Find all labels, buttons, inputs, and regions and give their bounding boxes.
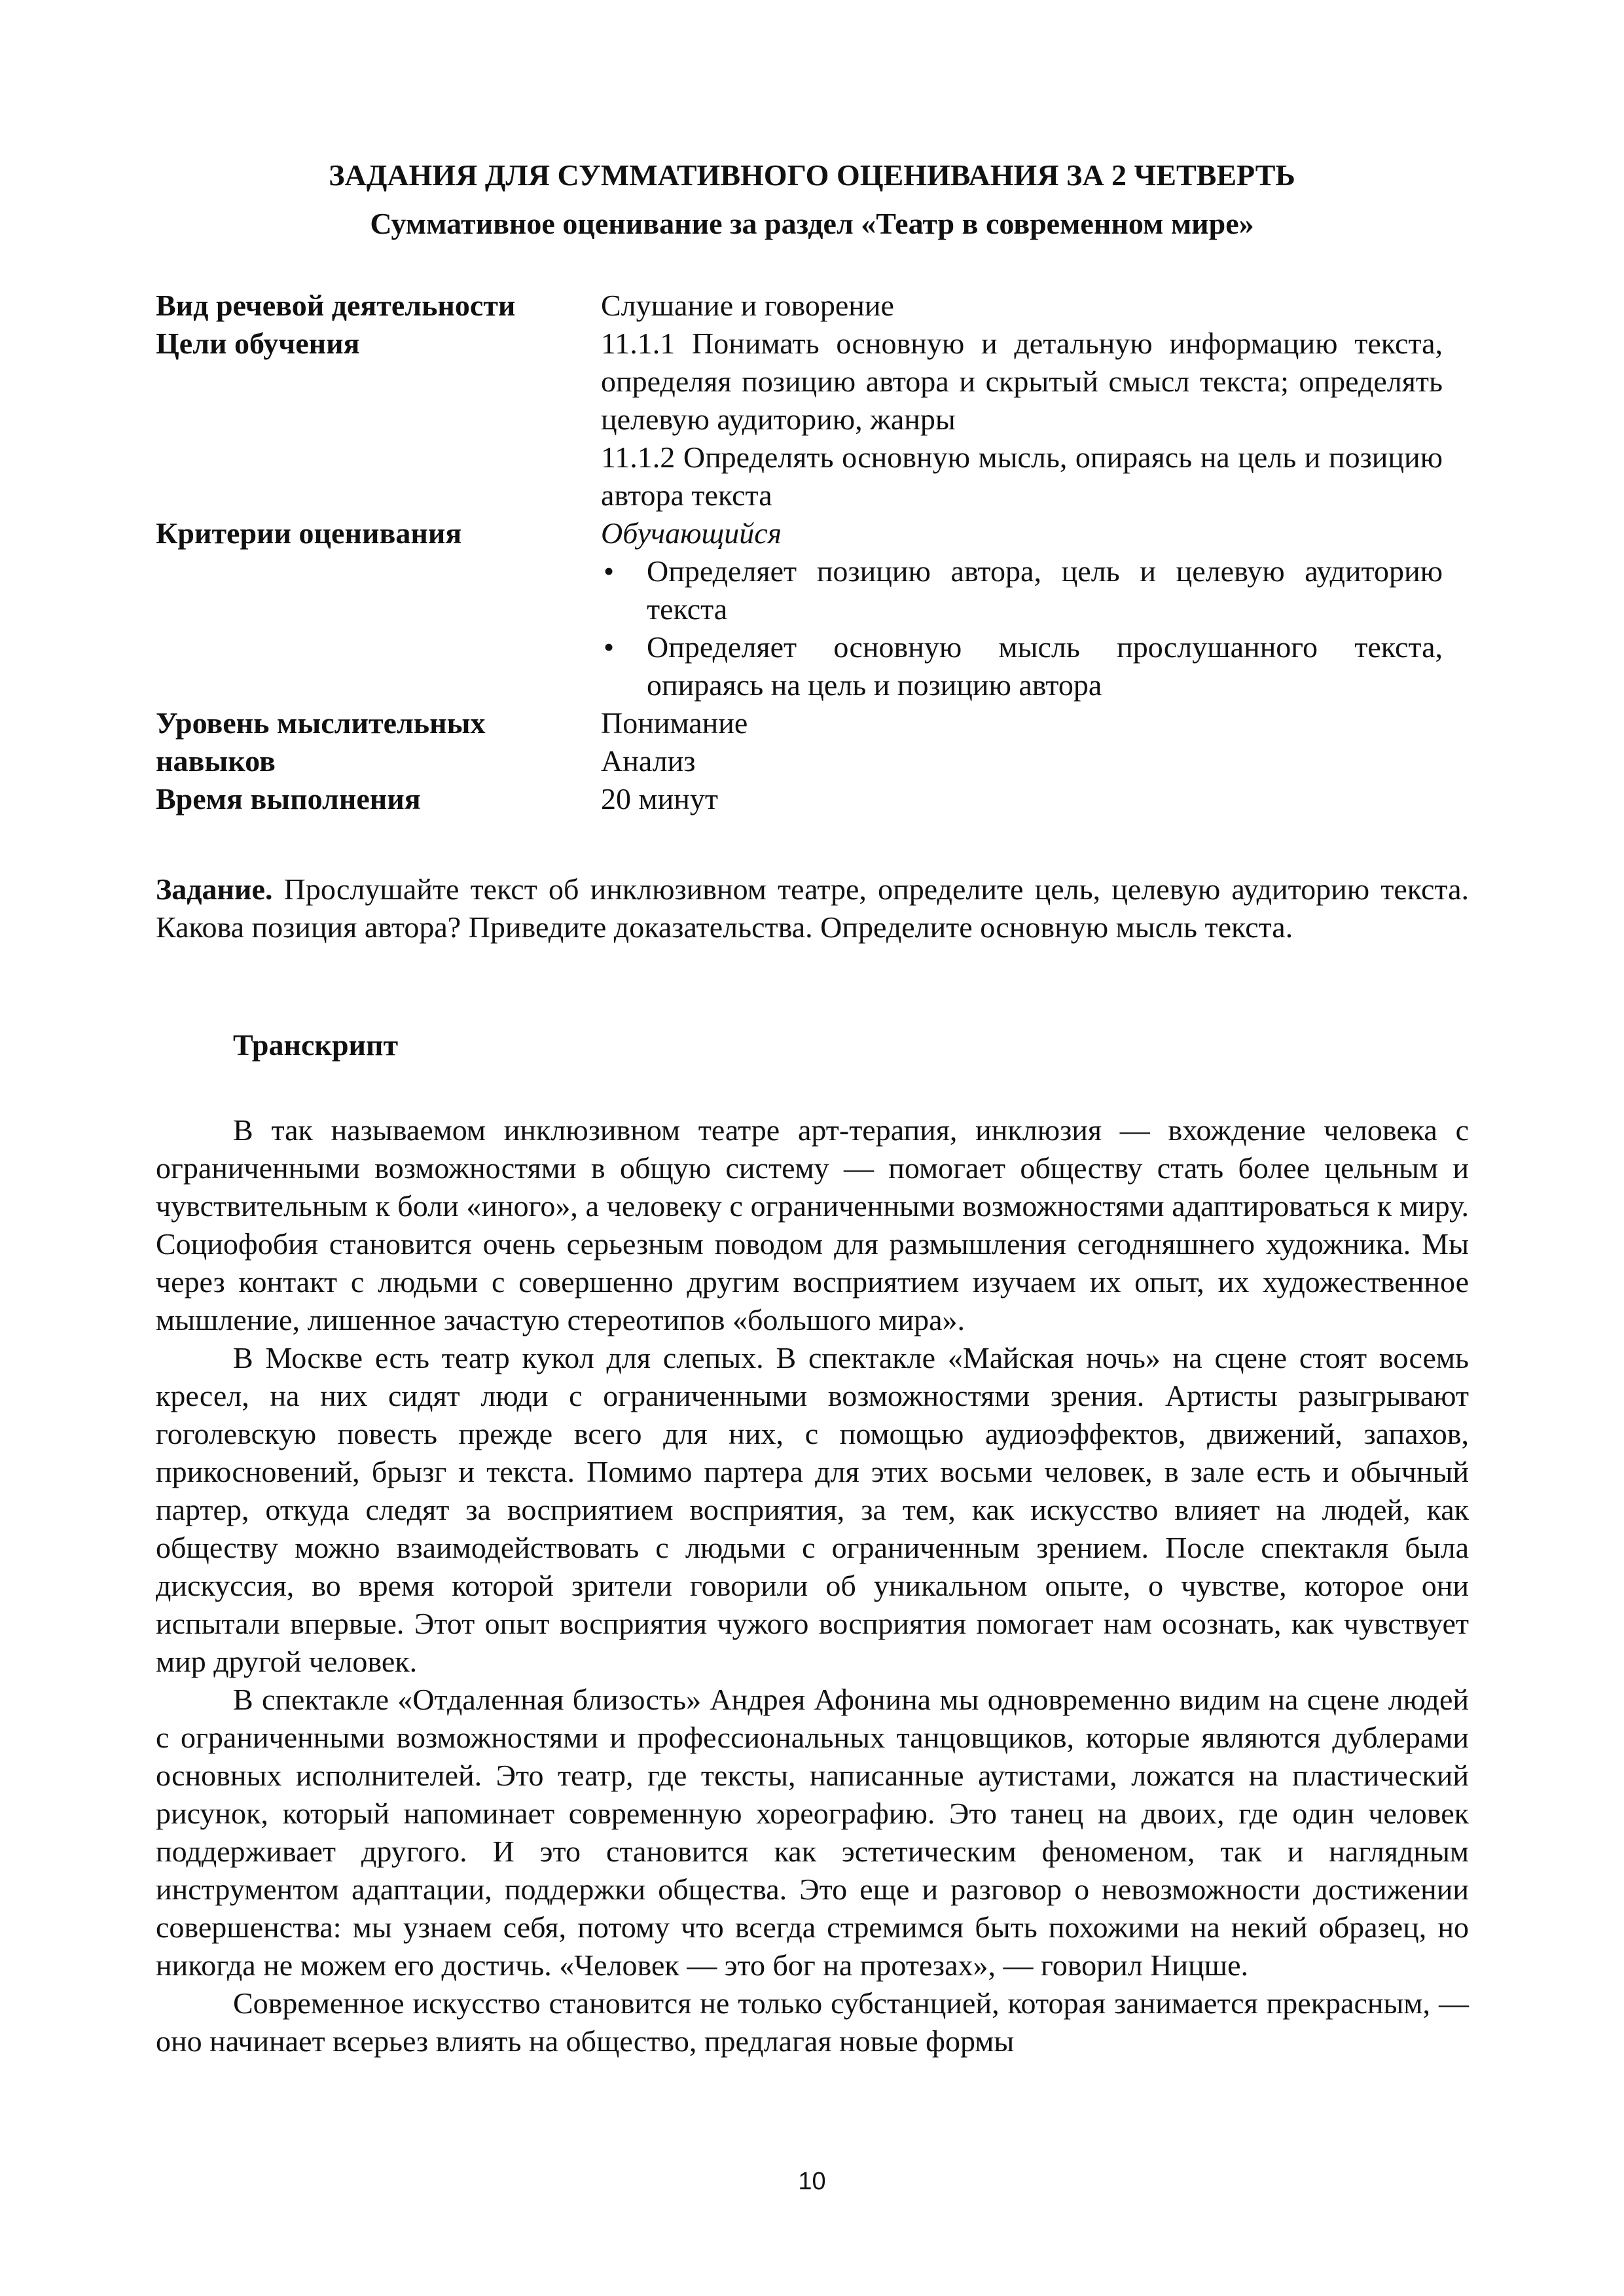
activity-label: Вид речевой деятельности [156,289,516,322]
goals-row [156,325,1443,514]
transcript-heading: Транскрипт [233,1028,399,1062]
level-value-line: Анализ [601,744,696,778]
task-text: Прослушайте текст об инклюзивном театре, определите цель, целевую аудиторию текста. Какова позиция автора? Приведите доказательства. Определите основную мысль текста. [156,872,1469,944]
criteria-row [156,514,1443,704]
criteria-label: Критерии оценивания [156,516,462,550]
criteria-text: Определяет позицию автора, цель и целевую аудиторию текста [647,554,1443,626]
level-label-line: навыков [156,744,276,778]
page-subtitle: Суммативное оценивание за раздел «Театр в современном мире» [370,207,1254,240]
goals-value [601,325,1443,514]
transcript-paragraph: В спектакле «Отдаленная близость» Андрея Афонина мы одновременно видим на сцене людей с ограниченными возможностями и профессиональных танцовщиков, которые являются дублерами основных исполнителей. Это театр, где тексты, написанные аутистами, ложатся на пластический рисунок, который напоминает современную хореографию. Это танец на двоих, где один человек поддерживает другого. И это становится как эстетическим феноменом, так и наглядным инструментом адаптации, поддержки общества. Это еще и разговор о невозможности достижении совершенства: мы узнаем себя, потому что всегда стремимся быть похожими на некий образец, но никогда не можем его достичь. «Человек — это бог на протезах», — говорил Ницше. [156,1683,1469,1982]
transcript-paragraph: В Москве есть театр кукол для слепых. В спектакле «Майская ночь» на сцене стоят восемь кресел, на них сидят люди с ограниченными возможностями зрения. Артисты разыгрывают гоголевскую повесть прежде всего для них, с помощью аудиоэффектов, движений, запахов, прикосновений, брызг и текста. Помимо партера для этих восьми человек, в зале есть и обычный партер, откуда следят за восприятием восприятия, за тем, как искусство влияет на людей, как обществу можно взаимодействовать с людьми с ограниченным зрением. После спектакля была дискуссия, во время которой зрители говорили об уникальном опыте, о чувстве, которое они испытали впервые. Этот опыт восприятия чужого восприятия помогает нам осознать, как чувствует мир другой человек. [156,1341,1469,1678]
goal-item: 11.1.1 Понимать основную и детальную информацию текста, определяя позицию автора и скрытый смысл текста; определять целевую аудиторию, жанры [601,327,1443,436]
transcript-paragraph: В так называемом инклюзивном театре арт-терапия, инклюзия — вхождение человека с ограниченными возможностями в общую систему — помогает обществу стать более цельным и чувствительным к боли «иного», а человеку с ограниченными возможностями адаптироваться к миру. Социофобия становится очень серьезным поводом для размышления сегодняшнего художника. Мы через контакт с людьми с совершенно другим восприятием изучаем их опыт, их художественное мышление, лишенное зачастую стереотипов «большого мира». [156,1113,1469,1336]
assessment-info-table [156,287,1443,818]
level-row [156,704,1443,780]
level-value-line: Понимание [601,706,748,740]
activity-row [156,287,1443,325]
page-number: 10 [798,2168,826,2195]
transcript-body [156,1111,1469,2060]
criteria-value [601,514,1443,704]
page-title: ЗАДАНИЯ ДЛЯ СУММАТИВНОГО ОЦЕНИВАНИЯ ЗА 2 ЧЕТВЕРТЬ [329,158,1295,192]
time-row [156,780,1443,818]
activity-value: Слушание и говорение [601,289,894,322]
goals-label: Цели обучения [156,327,360,360]
criteria-item [601,552,1443,628]
goal-item: 11.1.2 Определять основную мысль, опираясь на цель и позицию автора текста [601,440,1443,512]
bullet-icon: • [604,554,615,588]
transcript-paragraph: Современное искусство становится не только субстанцией, которая занимается прекрасным, — оно начинает всерьез влиять на общество, предлагая новые формы [156,1986,1469,2058]
level-label [156,704,601,780]
criteria-item [601,628,1443,704]
level-value [601,704,1443,780]
task-paragraph [156,870,1469,946]
criteria-text: Определяет основную мысль прослушанного текста, опираясь на цель и позицию автора [647,630,1443,702]
time-value: 20 минут [601,782,718,816]
task-label: Задание. [156,872,273,906]
level-label-line: Уровень мыслительных [156,706,486,740]
bullet-icon: • [604,630,615,664]
time-label: Время выполнения [156,782,421,816]
criteria-intro: Обучающийся [601,516,782,550]
